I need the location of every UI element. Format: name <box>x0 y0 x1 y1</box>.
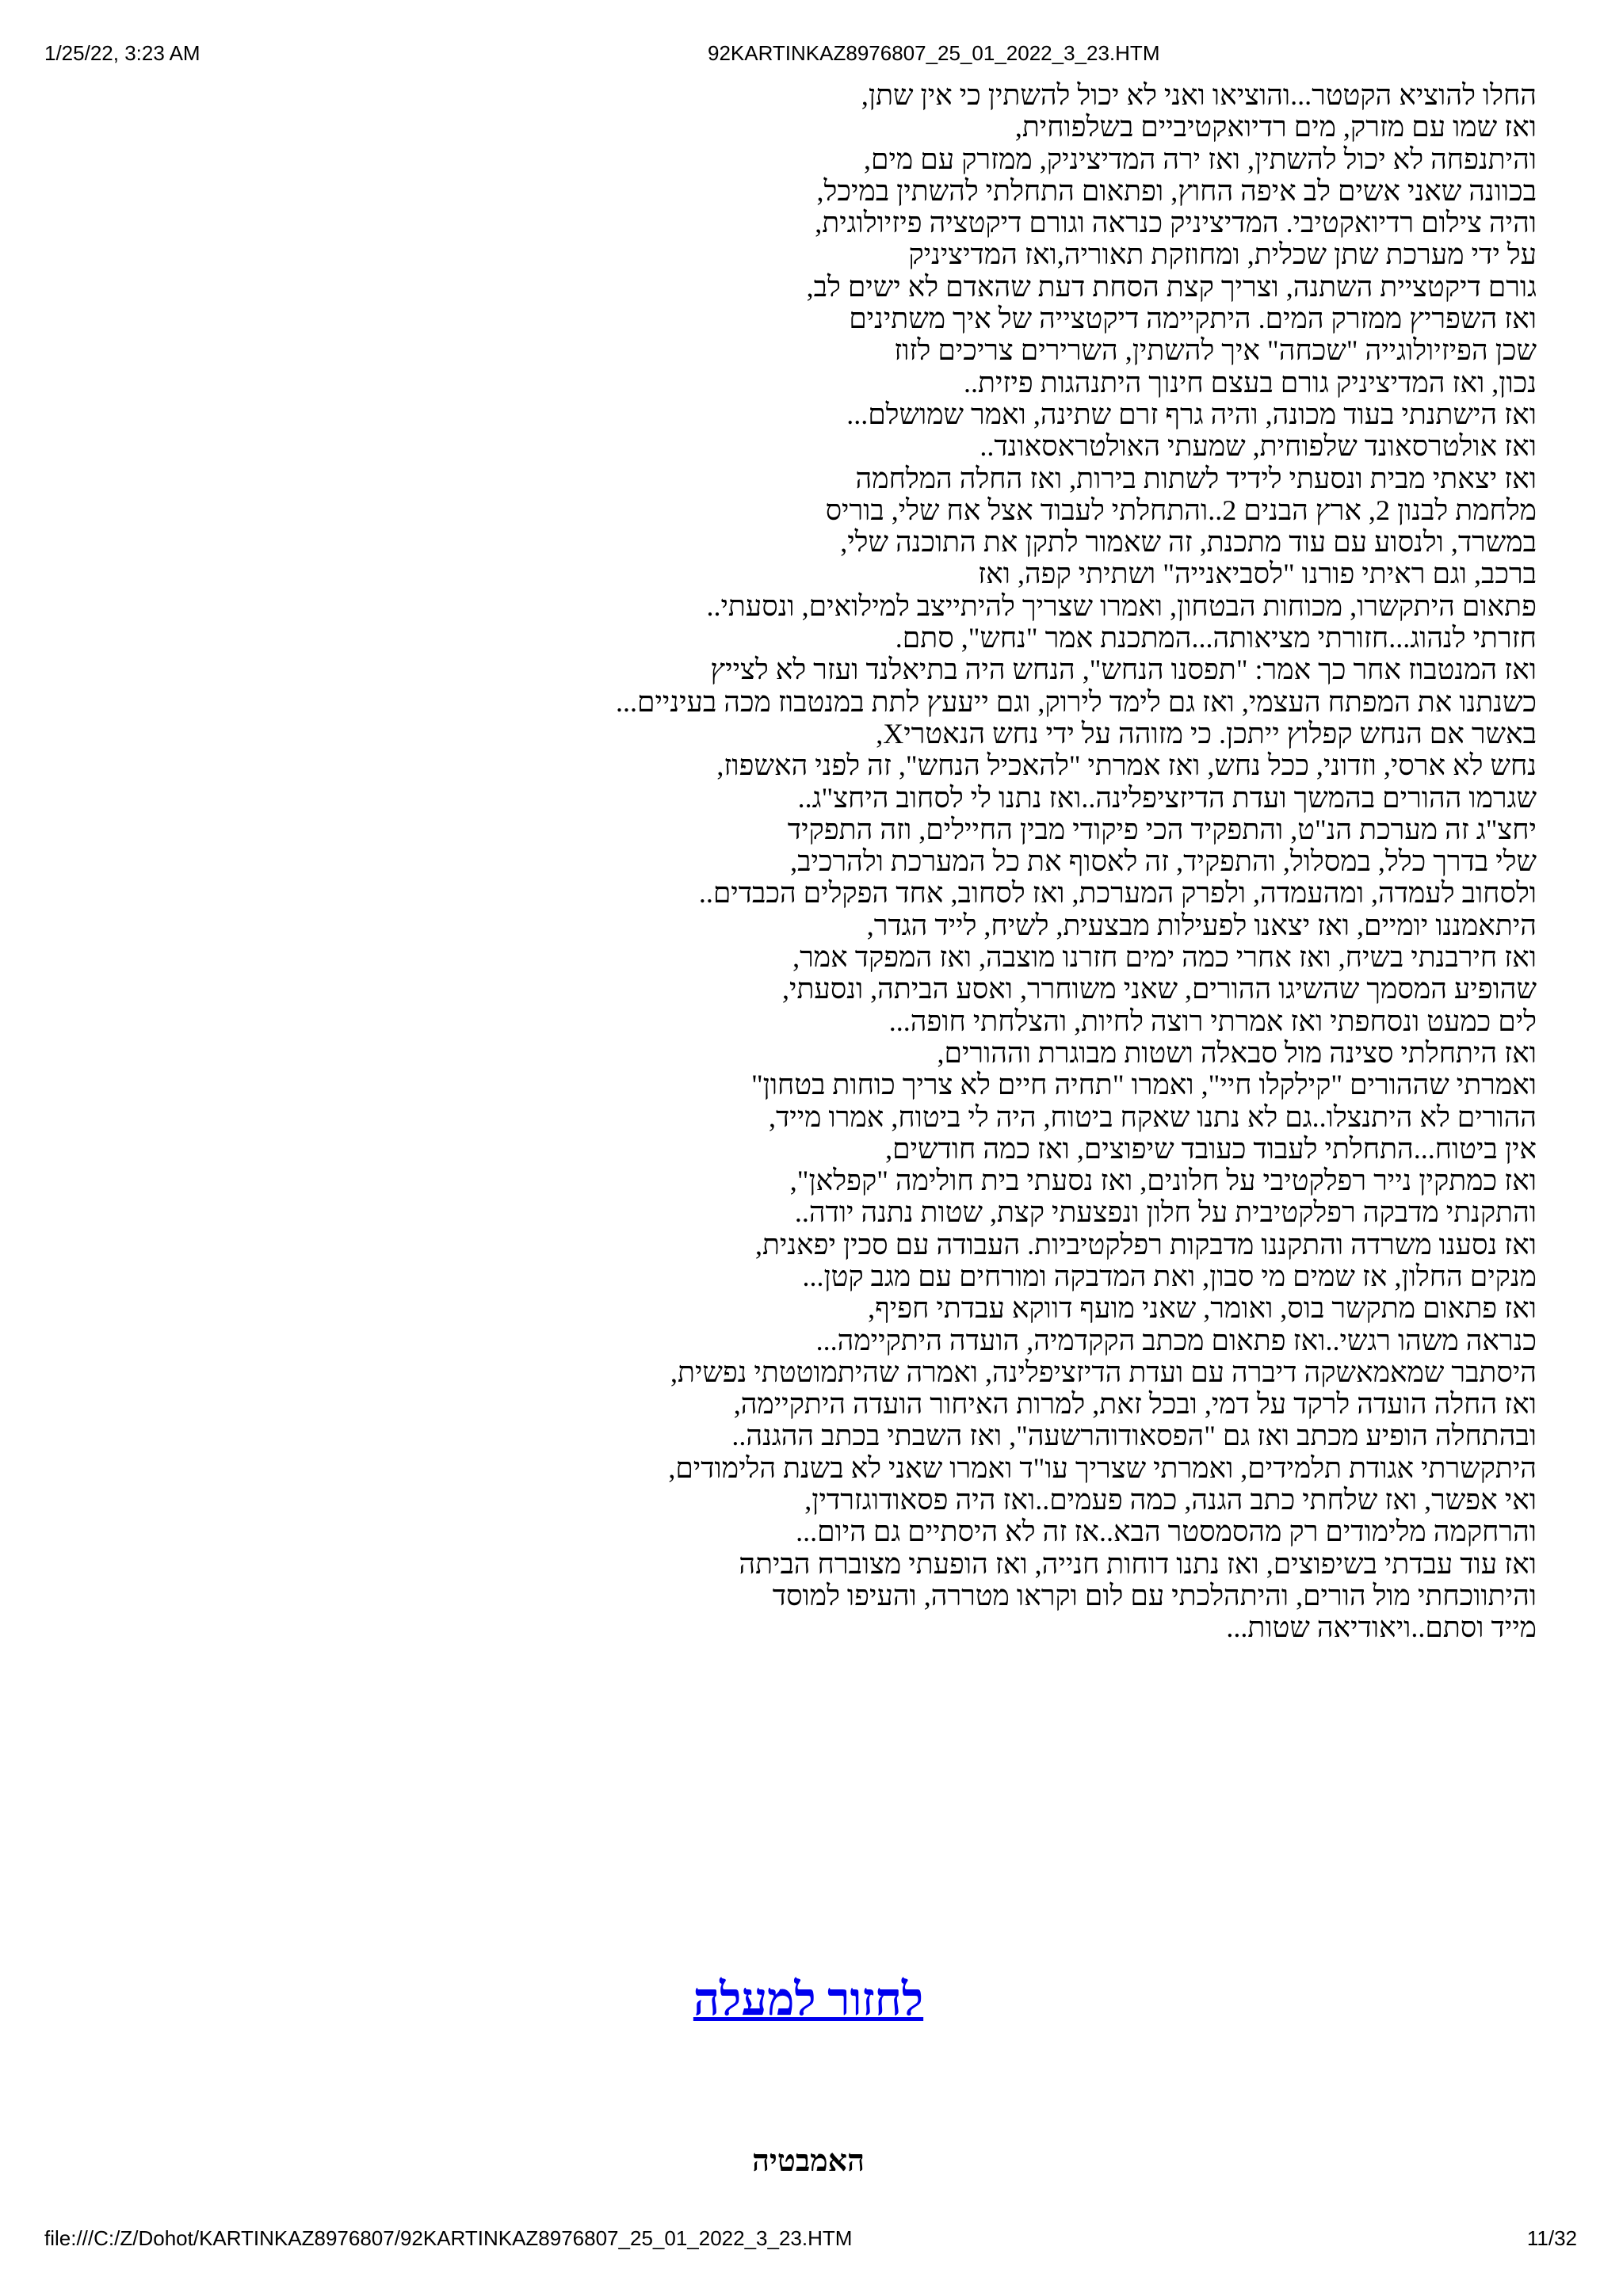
text-line: ברכב, וגם ראיתי פורנו "לסביאנייה" ושתיתי קפה, ואז <box>978 558 1537 590</box>
text-line: ואז כמתקין נייר רפלקטיבי על חלונים, ואז נסעתי בית חולימה "קפלאן", <box>789 1165 1537 1197</box>
text-line: פתאום היתקשרו, מכוחות הבטחון, ואמרו שצריך להיתייצב למילואים, ונסעתי.. <box>706 589 1537 622</box>
text-line: ובהתחלה הופיע מכתב ואז גם "הפסאודוהרשעה", ואז השבתי בכתב ההגנה.. <box>731 1420 1537 1452</box>
poem-text-block <box>427 79 1537 1644</box>
text-line: במשרד, ולנסוע עם עוד מתכנת, זה שאמור לתקן את התוכנה שלי, <box>840 526 1537 559</box>
text-line: החלו להוציא הקטטר...והוציאו ואני לא יכול להשתין כי אין שתן, <box>861 79 1537 111</box>
section-heading: האמבטיה <box>752 2145 865 2178</box>
text-line: מלחמת לבנון 2, ארץ הבנים 2..והתחלתי לעבוד אצל אח שלי, בוריס <box>825 494 1537 526</box>
text-line: כנראה משהו רגשי..ואז פתאום מכתב הקקדמיה, הועדה היתקיימה... <box>815 1324 1537 1356</box>
print-page-indicator: 11/32 <box>1526 2226 1577 2250</box>
text-line: והרחקמה מלימודים רק מהסמסטר הבא..אז זה לא היסתיים גם היום... <box>796 1516 1537 1548</box>
text-line: נכון, ואז המדיציניק גורם בעצם חינוך היתנהגות פיזית.. <box>964 366 1537 399</box>
text-line: היתאמננו יומיים, ואז יצאנו לפעילות מבצעית, לשיח, לייד הגדר, <box>866 909 1537 941</box>
text-line: ואז יצאתי מבית ונסעתי לידיד לשתות בירות, ואז החלה המלחמה <box>855 462 1537 494</box>
back-to-top-link[interactable]: לחזור למעלה <box>693 1974 924 2025</box>
text-line: שהופיע המסמך שהשיגו ההורים, שאני משוחרר, ואסע הביתה, ונסעתי, <box>782 973 1537 1005</box>
text-line: ואז פתאום מתקשר בוס, ואומר, שאני מועף דווקא עבדתי חפיף, <box>868 1292 1537 1325</box>
text-line: ואז אולטרסאונד שלפוחית, שמעתי האולטראסאונד.. <box>980 430 1537 463</box>
text-line: והיתווכחתי מול הורים, והיתהלכתי עם לום וקראו מטררה, והעיפו למוסד <box>772 1579 1537 1611</box>
text-line: ואז חירבנתי בשיח, ואז אחרי כמה ימים חזרנו מוצבה, ואז המפקד אמר, <box>792 941 1537 974</box>
text-line: נחש לא ארסי, וזדוני, ככל נחש, ואז אמרתי "להאכיל הנחש", זה לפני האשפוז, <box>716 749 1537 782</box>
print-datetime: 1/25/22, 3:23 AM <box>44 41 200 65</box>
text-line: ואז החלה הועדה לרקד על דמי, ובכל זאת, למרות האיחור הועדה היתקיימה, <box>733 1388 1537 1421</box>
print-document-title: 92KARTINKAZ8976807_25_01_2022_3_23.HTM <box>708 41 1160 65</box>
text-line: והיתנפחה לא יכול להשתין, ואז ירה המדיציניק, ממזרק עם מים, <box>864 143 1537 175</box>
text-line: כשנתנו את המפתח העצמי, ואז גם לימד לירוק, וגם ייעעץ לתת במנטבוז מכה בעיניים... <box>616 685 1537 718</box>
text-line: אין ביטוח...התחלתי לעבוד כעובד שיפוצים, ואז כמה חודשים, <box>885 1132 1537 1165</box>
text-line: שלי בדרך כלל, במסלול, והתפקיד, זה לאסוף את כל המערכת ולהרכיב, <box>790 845 1537 878</box>
print-footer <box>0 2226 1623 2253</box>
text-line: והיה צילום רדיואקטיבי. המדיציניק כנראה וגורם דיקטציה פיזיולוגית, <box>815 207 1537 239</box>
text-line: בכוונה שאני אשים לב איפה החוץ, ופתאום התחלתי להשתין במיכל, <box>816 174 1537 207</box>
text-line: ואז השפריץ ממזרק המים. היתקיימה דיקטצייה של איך משתינים <box>849 303 1537 335</box>
text-line: ואז עוד עבדתי בשיפוצים, ואז נתנו דוחות חנייה, ואז הופעתי מצוברח הביתה <box>739 1547 1537 1580</box>
text-line: ואז המנטבוז אחר כך אמר: "תפסנו הנחש", הנחש היה בתיאלנד ועזר לא לצייץ <box>710 654 1537 686</box>
text-line: ואמרתי שההורים "קילקלו חיי", ואמרו "תחיה חיים לא צריך כוחות בטחון" <box>750 1069 1537 1101</box>
text-line: שכן הפיזיולוגייה "שכחה" איך להשתין, השרירים צריכים לזוז <box>894 334 1537 367</box>
text-line: באשר אם הנחש קפלוץ ייתכן. כי מזוהה על ידי נחש הנאטריX, <box>876 717 1537 749</box>
print-file-path: file:///C:/Z/Dohot/KARTINKAZ8976807/92KARTINKAZ8976807_25_01_2022_3_23.HTM <box>44 2226 853 2250</box>
text-line: היתקשרתי אגודת תלמידים, ואמרתי שצריך עו"ד ואמרו שאני לא בשנת הלימודים, <box>668 1451 1537 1484</box>
text-line: ואז שמו עם מזרק, מים רדיואקטיביים בשלפוחית, <box>1014 111 1537 143</box>
text-line: היסתבר שמאמאשקה דיברה עם ועדת הדיזציפלינה, ואמרה שהיתמוטטתי נפשית, <box>670 1356 1537 1388</box>
print-header <box>0 41 1623 68</box>
text-line: לים כמעט ונסחפתי ואז אמרתי רוצה לחיות, והצלחתי חופה... <box>888 1005 1537 1037</box>
text-line: ולסחוב לעמדה, ומהעמדה, ולפרק המערכת, ואז לסחוב, אחד הפקלים הכבדים.. <box>698 877 1537 910</box>
text-line: מנקים החלון, אז שמים מי סבון, ואת המדבקה ומורחים עם מגב קטן... <box>802 1260 1537 1292</box>
text-line: והתקנתי מדבקה רפלקטיבית על חלון ונפצעתי קצת, שטות נתנה יודה.. <box>794 1196 1537 1229</box>
text-line: ההורים לא היתנצלו..גם לא נתנו שאקח ביטוח, היה לי ביטוח, אמרו מייד, <box>768 1100 1537 1133</box>
text-line: מייד וסתם..ויאודיאה שטות... <box>1226 1611 1537 1644</box>
text-line: שגרמו ההורים בהמשך ועדת הדיזציפלינה..ואז נתנו לי לסחוב היחצ"ג.. <box>797 781 1537 814</box>
text-line: ואז היתחלתי סצינה מול סבאלה ושטות מבוגרת וההורים, <box>937 1036 1537 1069</box>
text-line: יחצ"ג זה מערכת הנ"ט, והתפקיד הכי פיקודי מבין החיילים, וזה התפקיד <box>787 813 1537 845</box>
text-line: חזרתי לנהוג...חזורתי מציאותה...המתכנת אמר "נחש", סתם. <box>895 622 1537 654</box>
text-line: גורם דיקטציית השתנה, וצריך קצת הסחת דעת שהאדם לא ישים לב, <box>806 270 1537 303</box>
text-line: על ידי מערכת שתן שכלית, ומחוזקת תאוריה,ואז המדיציניק <box>908 238 1537 271</box>
text-line: ואי אפשר, ואז שלחתי כתב הגנה, כמה פעמים..ואז היה פסאודוגזרדין, <box>804 1484 1537 1516</box>
text-line: ואז נסענו משרדה והתקננו מדבקות רפלקטיביות. העבודה עם סכין יפאנית, <box>754 1228 1537 1261</box>
text-line: ואז הישתנתי בעוד מכונה, והיה גרף זרם שתינה, ואמר שמושלם... <box>846 398 1537 430</box>
